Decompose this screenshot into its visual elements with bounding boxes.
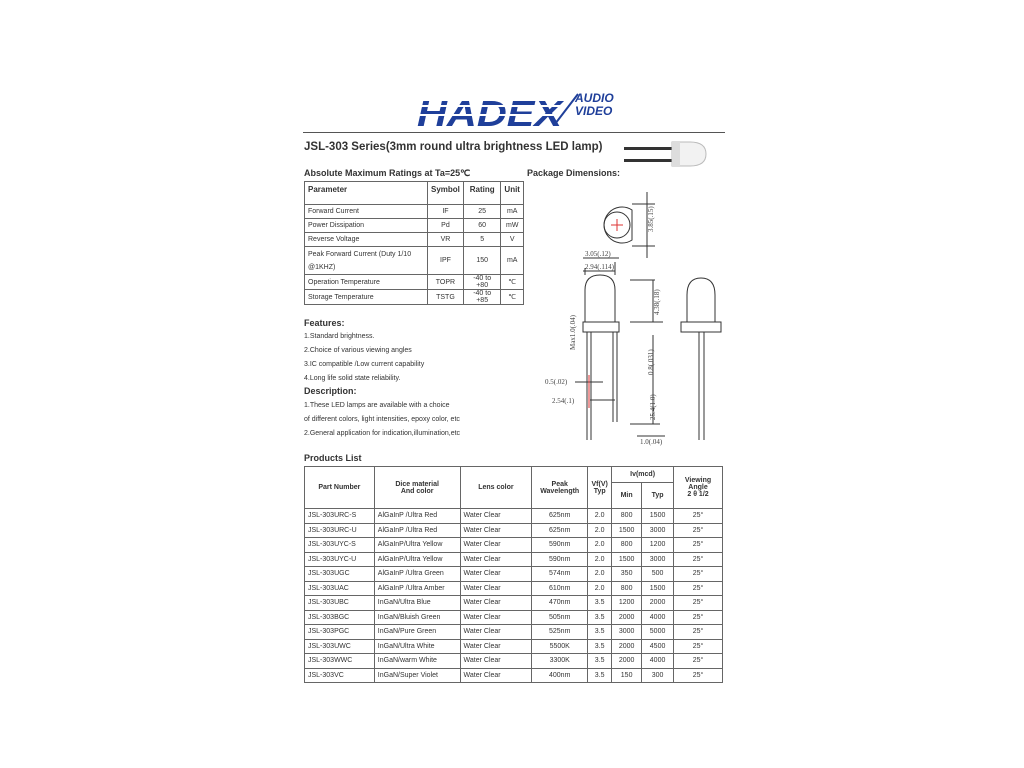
table-cell: 25° — [674, 567, 723, 582]
col-header: Unit — [501, 182, 524, 205]
table-cell: Water Clear — [460, 567, 532, 582]
package-heading: Package Dimensions: — [527, 168, 621, 178]
table-cell: 400nm — [532, 668, 588, 683]
table-cell: 3.5 — [588, 610, 612, 625]
table-cell: InGaN/warm White — [374, 654, 460, 669]
table-cell: 25° — [674, 654, 723, 669]
table-cell: 25 — [463, 205, 501, 219]
ratings-table — [304, 181, 524, 305]
features-list — [304, 330, 424, 386]
table-cell: AlGaInP /Ultra Red — [374, 523, 460, 538]
table-cell: Operation Temperature — [305, 275, 428, 290]
table-cell: VR — [428, 233, 464, 247]
table-cell: 4000 — [642, 654, 674, 669]
table-cell: 525nm — [532, 625, 588, 640]
table-cell: V — [501, 233, 524, 247]
table-row — [305, 654, 723, 669]
table-cell: 4000 — [642, 610, 674, 625]
table-row — [305, 552, 723, 567]
table-cell: JSL-303URC-S — [305, 509, 375, 524]
features-heading: Features: — [304, 318, 345, 328]
table-cell: JSL-303UBC — [305, 596, 375, 611]
table-cell: ℃ — [501, 275, 524, 290]
table-cell: 2000 — [642, 596, 674, 611]
table-cell: AlGaInP /Ultra Amber — [374, 581, 460, 596]
table-cell: 1500 — [642, 581, 674, 596]
dim-label: 3.85(.15) — [647, 206, 655, 232]
table-row — [305, 509, 723, 524]
table-row — [305, 233, 524, 247]
table-cell: Water Clear — [460, 581, 532, 596]
document-title: JSL-303 Series(3mm round ultra brightness LED lamp) — [304, 141, 603, 153]
table-cell: 2000 — [612, 654, 642, 669]
table-cell: 1500 — [612, 552, 642, 567]
table-cell: 2.0 — [588, 552, 612, 567]
table-cell: Water Clear — [460, 668, 532, 683]
table-cell: 800 — [612, 509, 642, 524]
table-row — [305, 275, 524, 290]
description-line: of different colors, light intensities, epoxy color, etc — [304, 416, 460, 423]
table-cell: 470nm — [532, 596, 588, 611]
svg-text:VIDEO: VIDEO — [575, 104, 613, 118]
col-header: Rating — [463, 182, 501, 205]
table-row — [305, 625, 723, 640]
col-header: Peak Wavelength — [532, 467, 588, 509]
table-cell: 25° — [674, 639, 723, 654]
table-cell: Peak Forward Current (Duty 1/10 @1KHZ) — [305, 247, 428, 275]
table-cell: Water Clear — [460, 639, 532, 654]
table-row — [305, 596, 723, 611]
description-heading: Description: — [304, 386, 357, 396]
description-line: 1.These LED lamps are available with a choice — [304, 402, 450, 409]
table-cell: 25° — [674, 581, 723, 596]
table-cell: mW — [501, 219, 524, 233]
col-header: Symbol — [428, 182, 464, 205]
table-cell: JSL-303BGC — [305, 610, 375, 625]
table-cell: 25° — [674, 523, 723, 538]
table-cell: JSL-303WWC — [305, 654, 375, 669]
table-cell: 3000 — [642, 523, 674, 538]
table-cell: 3.5 — [588, 654, 612, 669]
table-cell: Storage Temperature — [305, 290, 428, 305]
table-row — [305, 247, 524, 275]
table-row — [305, 567, 723, 582]
table-cell: 505nm — [532, 610, 588, 625]
table-cell: 5 — [463, 233, 501, 247]
table-cell: 1200 — [642, 538, 674, 553]
table-cell: 2000 — [612, 639, 642, 654]
table-cell: 800 — [612, 581, 642, 596]
table-cell: 2.0 — [588, 581, 612, 596]
table-cell: mA — [501, 247, 524, 275]
table-cell: 3.5 — [588, 639, 612, 654]
table-cell: JSL-303UYC-U — [305, 552, 375, 567]
col-header: Lens color — [460, 467, 532, 509]
table-cell: 5500K — [532, 639, 588, 654]
table-cell: 625nm — [532, 523, 588, 538]
table-cell: 800 — [612, 538, 642, 553]
table-cell: 150 — [463, 247, 501, 275]
table-cell: Water Clear — [460, 523, 532, 538]
table-cell: 4500 — [642, 639, 674, 654]
table-cell: 2.0 — [588, 509, 612, 524]
col-header: Parameter — [305, 182, 428, 205]
table-cell: 1500 — [612, 523, 642, 538]
dim-label: 0.5(.02) — [545, 378, 568, 386]
table-cell: IPF — [428, 247, 464, 275]
table-cell: 2000 — [612, 610, 642, 625]
dim-label: 2.54(.1) — [552, 397, 575, 405]
table-cell: InGaN/Ultra White — [374, 639, 460, 654]
table-cell: 3.5 — [588, 668, 612, 683]
products-heading: Products List — [304, 453, 362, 463]
dim-label: 25.4(1.0) — [649, 394, 657, 420]
table-cell: JSL-303URC-U — [305, 523, 375, 538]
table-cell: Water Clear — [460, 625, 532, 640]
table-cell: ℃ — [501, 290, 524, 305]
feature-item: 4.Long life solid state reliability. — [304, 375, 401, 382]
table-cell: IF — [428, 205, 464, 219]
table-row — [305, 523, 723, 538]
table-cell: 500 — [642, 567, 674, 582]
dim-label: Max1.0(.04) — [569, 315, 577, 350]
description-list — [304, 399, 460, 441]
table-cell: AlGaInP/Ultra Yellow — [374, 538, 460, 553]
table-row — [305, 610, 723, 625]
table-cell: Water Clear — [460, 538, 532, 553]
table-cell: 25° — [674, 509, 723, 524]
table-row — [305, 205, 524, 219]
dim-label: 1.0(.04) — [640, 438, 663, 446]
svg-text:AUDIO: AUDIO — [575, 91, 614, 105]
feature-item: 2.Choice of various viewing angles — [304, 347, 412, 354]
table-cell: InGaN/Ultra Blue — [374, 596, 460, 611]
col-header: Viewing Angle 2 θ 1/2 — [674, 467, 723, 509]
table-cell: TOPR — [428, 275, 464, 290]
table-cell: 150 — [612, 668, 642, 683]
table-cell: 300 — [642, 668, 674, 683]
table-cell: 3000 — [642, 552, 674, 567]
col-header: Typ — [642, 483, 674, 509]
table-cell: JSL-303VC — [305, 668, 375, 683]
table-cell: 2.0 — [588, 567, 612, 582]
col-header: Vf(V) Typ — [588, 467, 612, 509]
table-cell: 3.5 — [588, 625, 612, 640]
dim-label: 3.05(.12) — [585, 250, 611, 258]
table-cell: JSL-303UAC — [305, 581, 375, 596]
table-cell: Water Clear — [460, 509, 532, 524]
dim-label: 2.94(.114) — [585, 263, 614, 271]
col-header: Iv(mcd) — [612, 467, 674, 483]
package-dimensions-drawing — [535, 170, 725, 450]
table-row — [305, 668, 723, 683]
table-cell: -40 to +80 — [463, 275, 501, 290]
table-cell: Reverse Voltage — [305, 233, 428, 247]
table-cell: 60 — [463, 219, 501, 233]
table-cell: Water Clear — [460, 552, 532, 567]
table-cell: 25° — [674, 610, 723, 625]
dim-label: 0.8(.031) — [647, 349, 655, 375]
table-cell: AlGaInP /Ultra Green — [374, 567, 460, 582]
table-cell: 625nm — [532, 509, 588, 524]
feature-item: 1.Standard brightness. — [304, 333, 375, 340]
table-cell: 2.0 — [588, 523, 612, 538]
table-cell: AlGaInP/Ultra Yellow — [374, 552, 460, 567]
table-cell: 574nm — [532, 567, 588, 582]
table-cell: 350 — [612, 567, 642, 582]
table-cell: 3000 — [612, 625, 642, 640]
svg-text:HADEX: HADEX — [417, 93, 565, 130]
table-cell: TSTG — [428, 290, 464, 305]
table-row — [305, 639, 723, 654]
table-cell: Pd — [428, 219, 464, 233]
col-header: Dice material And color — [374, 467, 460, 509]
table-cell: Water Clear — [460, 610, 532, 625]
table-cell: JSL-303PGC — [305, 625, 375, 640]
description-line: 2.General application for indication,illumination,etc — [304, 430, 461, 437]
table-cell: mA — [501, 205, 524, 219]
header-divider — [303, 132, 725, 133]
table-cell: Water Clear — [460, 596, 532, 611]
table-row — [305, 538, 723, 553]
table-cell: JSL-303UYC-S — [305, 538, 375, 553]
table-cell: -40 to +85 — [463, 290, 501, 305]
table-cell: InGaN/Bluish Green — [374, 610, 460, 625]
dim-label: 4.38(.18) — [653, 289, 661, 315]
table-cell: Water Clear — [460, 654, 532, 669]
products-table — [304, 466, 723, 683]
table-cell: 590nm — [532, 538, 588, 553]
table-cell: JSL-303UGC — [305, 567, 375, 582]
table-cell: 25° — [674, 668, 723, 683]
ratings-heading: Absolute Maximum Ratings at Ta=25℃ — [304, 168, 471, 178]
table-cell: Forward Current — [305, 205, 428, 219]
table-cell: 1500 — [642, 509, 674, 524]
table-cell: 5000 — [642, 625, 674, 640]
hadex-logo — [415, 86, 620, 130]
table-cell: 25° — [674, 596, 723, 611]
table-row — [305, 581, 723, 596]
table-row — [305, 290, 524, 305]
table-cell: 610nm — [532, 581, 588, 596]
table-cell: 590nm — [532, 552, 588, 567]
table-cell: 3.5 — [588, 596, 612, 611]
col-header: Min — [612, 483, 642, 509]
table-cell: AlGaInP /Ultra Red — [374, 509, 460, 524]
table-cell: 1200 — [612, 596, 642, 611]
table-cell: 25° — [674, 552, 723, 567]
table-cell: InGaN/Pure Green — [374, 625, 460, 640]
table-cell: 2.0 — [588, 538, 612, 553]
table-cell: Power Dissipation — [305, 219, 428, 233]
table-row — [305, 219, 524, 233]
table-cell: InGaN/Super Violet — [374, 668, 460, 683]
table-cell: JSL-303UWC — [305, 639, 375, 654]
table-cell: 25° — [674, 625, 723, 640]
table-cell: 3300K — [532, 654, 588, 669]
led-lamp-photo — [624, 138, 708, 170]
col-header: Part Number — [305, 467, 375, 509]
table-cell: 25° — [674, 538, 723, 553]
feature-item: 3.IC compatible /Low current capability — [304, 361, 425, 368]
